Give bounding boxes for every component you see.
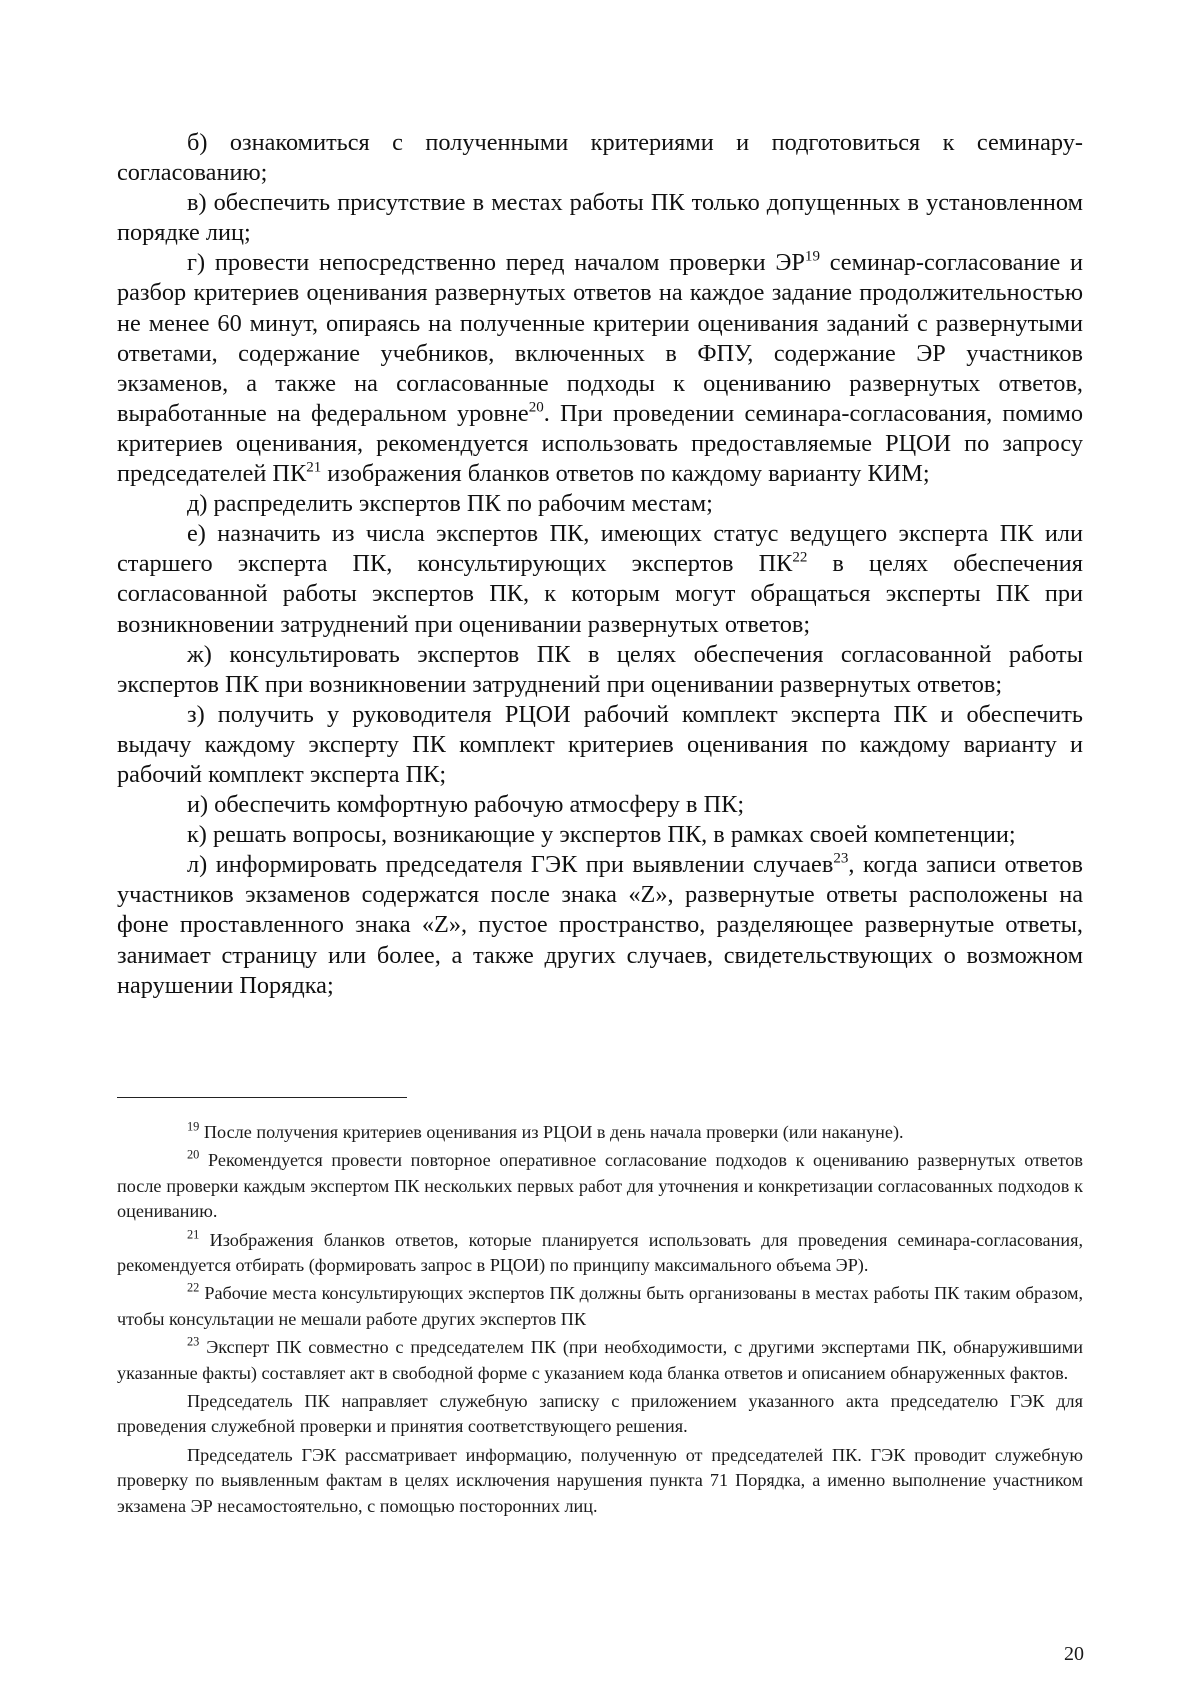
paragraph-z: з) получить у руководителя РЦОИ рабочий комплект эксперта ПК и обеспечить выдачу каждому эксперту ПК комплект критериев оценивания по каждому варианту и рабочий комплект эксперта ПК; bbox=[117, 700, 1083, 788]
footnote-23-continuation-1: Председатель ПК направляет служебную записку с приложением указанного акта председателю ГЭК для проведения служебной проверки и принятия соответствующего решения. bbox=[117, 1391, 1083, 1437]
footnote-separator bbox=[117, 1097, 407, 1098]
footnote-19: $^{19}$ После получения критериев оценивания из РЦОИ в день начала проверки (или накануне). bbox=[187, 1119, 904, 1142]
main-text bbox=[117, 128, 1083, 1001]
paragraph-i: и) обеспечить комфортную рабочую атмосферу в ПК; bbox=[187, 791, 745, 819]
footnote-22: $^{22}$ Рабочие места консультирующих экспертов ПК должны быть организованы в местах работы ПК таким образом, чтобы консультации не мешали работе других экспертов ПК bbox=[117, 1281, 1084, 1329]
footnote-ref-20: 20 bbox=[528, 399, 544, 416]
paragraph-g: г) провести непосредственно перед началом проверки ЭР$^{19}$ семинар-согласование и разбор критериев оценивания развернутых ответов на каждое задание продолжительностью не менее 60 минут, опираясь на полученные критерии оценивания заданий с развернутыми ответами, содержание учебников, включенных в ФПУ, содержание ЭР участников экзаменов, а также на согласованные подходы к оцениванию развернутых ответов, выработанные на федеральном уровне$^{20}$. При проведении семинара-согласования, помимо критериев оценивания, рекомендуется использовать предоставляемые РЦОИ по запросу председателей ПК$^{21}$ изображения бланков ответов по каждому варианту КИМ; bbox=[117, 249, 1084, 488]
paragraph-v: в) обеспечить присутствие в местах работы ПК только допущенных в установленном порядке лиц; bbox=[117, 189, 1083, 247]
footnote-20: $^{20}$ Рекомендуется провести повторное оперативное согласование подходов к оцениванию развернутых ответов после проверки каждым экспертом ПК нескольких первых работ для уточнения и конкретизации согласованных подходов к оцениванию. bbox=[117, 1147, 1083, 1222]
footnote-ref-21: 21 bbox=[306, 459, 322, 476]
footnote-23-continuation-2: Председатель ГЭК рассматривает информацию, полученную от председателей ПК. ГЭК проводит служебную проверку по выявленным фактам в целях исключения нарушения пункта 71 Порядка, а именно выполнение участником экзамена ЭР несамостоятельно, с помощью посторонних лиц. bbox=[117, 1444, 1083, 1516]
paragraph-b: б) ознакомиться с полученными критериями и подготовиться к семинару-согласованию; bbox=[117, 129, 1083, 187]
footnote-ref-22: 22 bbox=[792, 549, 808, 566]
footnote-23: $^{23}$ Эксперт ПК совместно с председателем ПК (при необходимости, с другими экспертами ПК, обнаружившими указанные факты) составляет акт в свободной форме с указанием кода бланка ответов и описанием обнаруженных фактов. bbox=[117, 1334, 1084, 1383]
paragraph-l: л) информировать председателя ГЭК при выявлении случаев$^{23}$, когда записи ответов участников экзаменов содержатся после знака «Z», развернутые ответы расположены на фоне проставленного знака «Z», пустое пространство, разделяющее развернутые ответы, занимает страницу или более, а также других случаев, свидетельствующих о возможном нарушении Порядка; bbox=[117, 850, 1083, 999]
footnote-ref-23: 23 bbox=[833, 850, 849, 867]
footnote-ref-19: 19 bbox=[804, 249, 820, 266]
paragraph-k: к) решать вопросы, возникающие у экспертов ПК, в рамках своей компетенции; bbox=[187, 821, 1016, 849]
paragraph-e: е) назначить из числа экспертов ПК, имеющих статус ведущего эксперта ПК или старшего эксперта ПК, консультирующих экспертов ПК$^{22}$ в целях обеспечения согласованной работы экспертов ПК, к которым могут обращаться эксперты ПК при возникновении затруднений при оценивании развернутых ответов; bbox=[117, 520, 1083, 638]
paragraph-d: д) распределить экспертов ПК по рабочим местам; bbox=[187, 490, 713, 518]
paragraph-zh: ж) консультировать экспертов ПК в целях обеспечения согласованной работы экспертов ПК при возникновении затруднений при оценивании развернутых ответов; bbox=[117, 640, 1083, 698]
footnote-21: $^{21}$ Изображения бланков ответов, которые планируется использовать для проведения семинара-согласования, рекомендуется отбирать (формировать запрос в РЦОИ) по принципу максимального объема ЭР). bbox=[117, 1227, 1083, 1276]
footnotes bbox=[117, 1120, 1083, 1522]
page-number: 20 bbox=[1064, 1643, 1084, 1665]
